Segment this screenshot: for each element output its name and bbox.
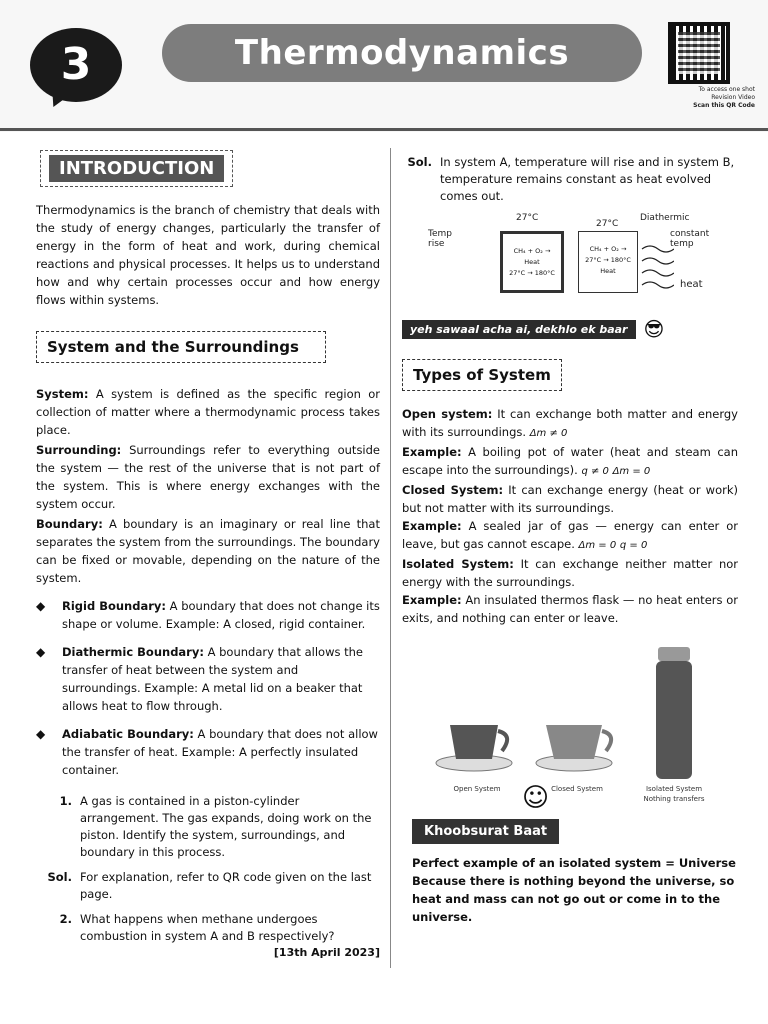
open-cup-icon — [432, 715, 522, 775]
isolated-system: Isolated System: It can exchange neither matter nor energy with the surroundings. — [402, 557, 738, 589]
combustion-diagram — [428, 209, 728, 309]
thermos-flask-icon — [652, 645, 696, 785]
temp-label-b: 27°C — [596, 219, 619, 229]
closed-example: Example: A sealed jar of gas — energy can enter or leave, but gas cannot escape. Δm = 0 q = 0 — [402, 519, 738, 551]
left-column — [36, 140, 380, 959]
system-definition: System: A system is defined as the specific region or collection of matter where a thermodynamic process takes place. — [36, 387, 380, 437]
question-1: 1. A gas is contained in a piston-cylinder arrangement. The gas expands, doing work on the piston. Identify the system, surroundings, and boundary in this process. — [59, 794, 372, 859]
solution-1: Sol. For explanation, refer to QR code given on the last page. — [47, 870, 372, 901]
bullet-adiabatic: ◆ Adiabatic Boundary: A boundary that does not allow the transfer of heat. Example: A perfectly insulated container. — [36, 727, 378, 777]
qr-code-icon[interactable] — [668, 22, 730, 84]
diathermic-label: Diathermic — [640, 213, 690, 223]
bullet-rigid: ◆ Rigid Boundary: A boundary that does not change its shape or volume. Example: A closed, rigid container. — [36, 599, 380, 631]
diamond-bullet-icon: ◆ — [36, 599, 46, 613]
callout-line-1: Perfect example of an isolated system = Universe — [412, 856, 736, 870]
diamond-bullet-icon: ◆ — [36, 727, 46, 741]
banner-row — [402, 317, 738, 341]
constant-temp-label: constant temp — [670, 229, 710, 249]
question-2: 2. What happens when methane undergoes combustion in system A and B respectively? — [59, 912, 335, 943]
question-date: [13th April 2023] — [273, 946, 380, 959]
system-a-box: CH₄ + O₂ → Heat 27°C → 180°C — [500, 231, 564, 293]
open-system-caption: Open System — [453, 785, 501, 793]
smiley-icon: ☺ — [522, 783, 550, 813]
intro-paragraph: Thermodynamics is the branch of chemistry that deals with the study of energy changes, particularly the transfer of energy in the form of heat and work, during chemical reactions and physical processes. It helps us to understand how and why certain processes occur and how energy flows within systems. — [36, 203, 380, 307]
heat-wave-icon — [640, 243, 674, 291]
intro-heading-box — [40, 150, 233, 187]
solution-2: Sol. In system A, temperature will rise and in system B, temperature remains constant as heat evolved comes out. — [407, 155, 735, 203]
tip-banner: yeh sawaal acha ai, dekhlo ek baar — [402, 320, 636, 339]
section-heading: System and the Surroundings — [36, 331, 326, 363]
types-heading: Types of System — [402, 359, 562, 391]
isolated-system-subcaption: Nothing transfers — [643, 795, 705, 803]
temp-label-a: 27°C — [516, 213, 539, 223]
isolated-example: Example: An insulated thermos flask — no heat enters or exits, and nothing can enter or leave. — [402, 593, 738, 625]
temp-rise-label: Temp rise — [428, 229, 452, 249]
callout-line-2: Because there is nothing beyond the universe, so heat and mass can not go out or come in to the universe. — [412, 874, 735, 924]
heat-label: heat — [680, 279, 703, 290]
chapter-title: Thermodynamics — [162, 24, 642, 82]
boundary-definition: Boundary: A boundary is an imaginary or real line that separates the system from the surroundings. The boundary can be fixed or movable, depending on the nature of the system. — [36, 517, 380, 585]
right-column — [402, 140, 738, 926]
surrounding-definition: Surrounding: Surroundings refer to everything outside the system — the rest of the universe that is not part of the system. This is where energy exchanges with the system occur. — [36, 443, 380, 511]
intro-heading: INTRODUCTION — [49, 155, 224, 182]
closed-system-caption: Closed System — [551, 785, 603, 793]
qr-caption: To access one shot Revision Video Scan this QR Code — [693, 86, 755, 109]
header-rule — [0, 128, 768, 131]
closed-cup-icon — [532, 715, 622, 775]
isolated-system-caption: Isolated System — [645, 785, 703, 793]
open-system: Open system: It can exchange both matter and energy with its surroundings. Δm ≠ 0 — [402, 407, 738, 439]
callout-title: Khoobsurat Baat — [412, 819, 559, 844]
diamond-bullet-icon: ◆ — [36, 645, 46, 659]
chapter-header — [0, 0, 768, 132]
system-b-box: CH₄ + O₂ → 27°C → 180°C Heat — [578, 231, 638, 293]
chapter-number: 3 — [30, 28, 122, 102]
column-divider — [390, 148, 391, 968]
system-illustrations — [402, 645, 738, 815]
bullet-diathermic: ◆ Diathermic Boundary: A boundary that allows the transfer of heat between the system and surroundings. Example: A metal lid on a beaker that allows heat to flow through. — [36, 645, 363, 713]
closed-system: Closed System: It can exchange energy (heat or work) but not matter with its surroundings. — [402, 483, 738, 515]
cool-face-icon: 😎 — [643, 317, 665, 341]
open-example: Example: A boiling pot of water (heat and steam can escape into the surroundings). q ≠ 0 Δm = 0 — [402, 445, 738, 477]
